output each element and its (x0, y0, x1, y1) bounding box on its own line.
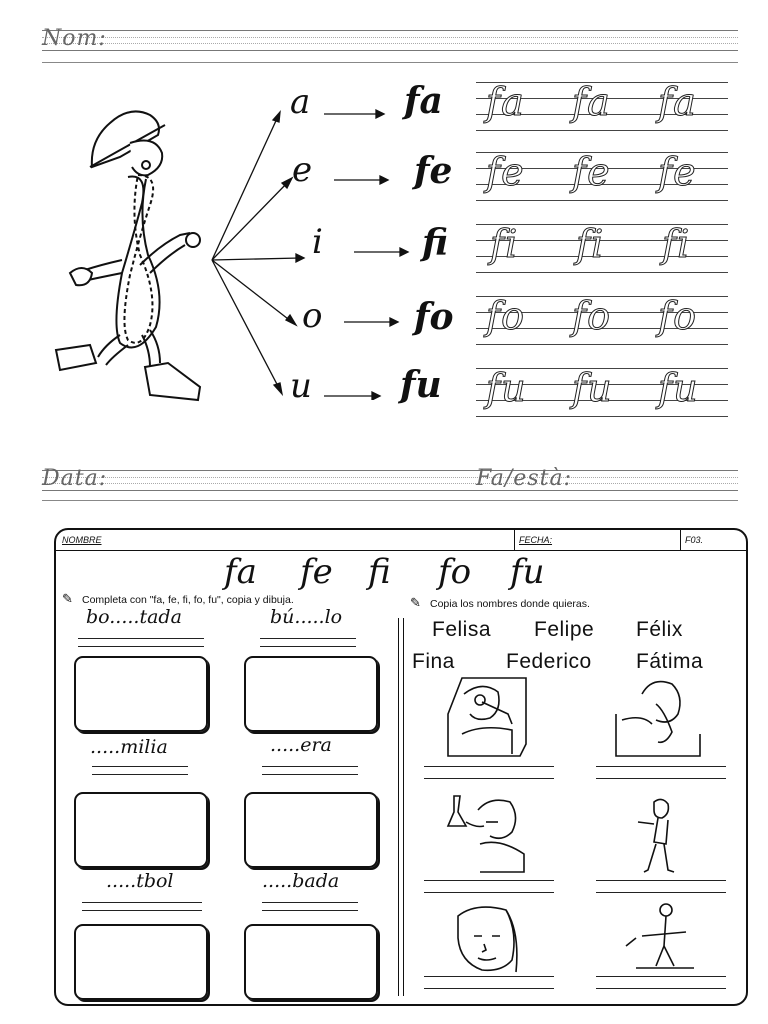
drawing-box-5[interactable] (74, 924, 208, 1000)
date-label: Data: (42, 466, 108, 491)
name-fatima: Fátima (636, 650, 704, 673)
portrait-walking-woman-icon (624, 792, 694, 876)
pencil-icon-left: ✎ (62, 592, 73, 607)
drawing-box-3[interactable] (74, 792, 208, 868)
fill-word-2: bú.....lo (270, 606, 343, 628)
drawing-box-1[interactable] (74, 656, 208, 732)
syllable-fo: fo (414, 296, 454, 338)
drawing-box-6[interactable] (244, 924, 378, 1000)
instruction-right: Copia los nombres donde quieras. (430, 598, 590, 610)
nombre-field: NOMBRE (62, 535, 102, 545)
fecha-field: FECHA: (514, 530, 679, 550)
name-felisa: Felisa (432, 618, 492, 641)
sheet-code: F03. (680, 530, 745, 550)
pencil-icon-right: ✎ (410, 596, 421, 611)
trace-row-fo: fo fo fo (476, 296, 728, 346)
trace-row-fa: fa fa fa (476, 82, 728, 132)
fill-word-6: .....bada (262, 870, 340, 892)
drawing-box-2[interactable] (244, 656, 378, 732)
title-syllable-fa: fa (224, 552, 257, 592)
fill-word-5: .....tbol (106, 870, 174, 892)
fill-word-4: .....era (270, 734, 332, 756)
trace-row-fe: fe fe fe (476, 152, 728, 202)
name-writing-line (42, 30, 738, 52)
worksheet-frame (54, 528, 748, 1006)
vowel-a: a (290, 82, 311, 122)
name-felipe: Felipe (534, 618, 595, 641)
trace-row-fi: fi fi fi (476, 224, 728, 274)
portrait-scientist-with-flask-icon (440, 792, 530, 876)
name-fina: Fina (412, 650, 455, 673)
title-syllable-fo: fo (438, 552, 472, 592)
portrait-person-on-phone-icon (612, 674, 702, 758)
drawing-box-4[interactable] (244, 792, 378, 868)
syllable-fu: fu (400, 364, 442, 406)
vowel-arrows (318, 100, 418, 400)
vowel-u: u (290, 366, 312, 406)
vowel-o: o (302, 296, 323, 336)
letter-f-character-illustration (50, 95, 210, 415)
fill-word-1: bo.....tada (86, 606, 182, 628)
instruction-left: Completa con "fa, fe, fi, fo, fu", copia y dibuja. (82, 594, 294, 606)
worksheet-header-bar (56, 530, 746, 551)
column-divider (398, 618, 404, 996)
done-label: Fa/està: (476, 466, 572, 491)
syllable-fa: fa (404, 80, 443, 122)
title-syllable-fi: fi (368, 552, 391, 592)
title-syllable-fu: fu (510, 552, 545, 592)
portrait-man-with-glass-icon (442, 674, 532, 758)
portrait-woman-face-icon (446, 902, 526, 976)
portrait-skier-icon (622, 896, 702, 976)
syllable-fi: fi (422, 222, 449, 264)
name-label: Nom: (42, 26, 107, 51)
date-writing-line (42, 470, 738, 492)
name-federico: Federico (506, 650, 592, 673)
syllable-fe: fe (414, 150, 453, 192)
name-felix: Félix (636, 618, 683, 641)
vowel-i: i (312, 222, 323, 262)
vowel-e: e (292, 150, 313, 190)
fan-arrows (200, 100, 313, 400)
trace-row-fu: fu fu fu (476, 368, 728, 418)
title-syllable-fe: fe (300, 552, 333, 592)
fill-word-3: .....milia (90, 736, 168, 758)
